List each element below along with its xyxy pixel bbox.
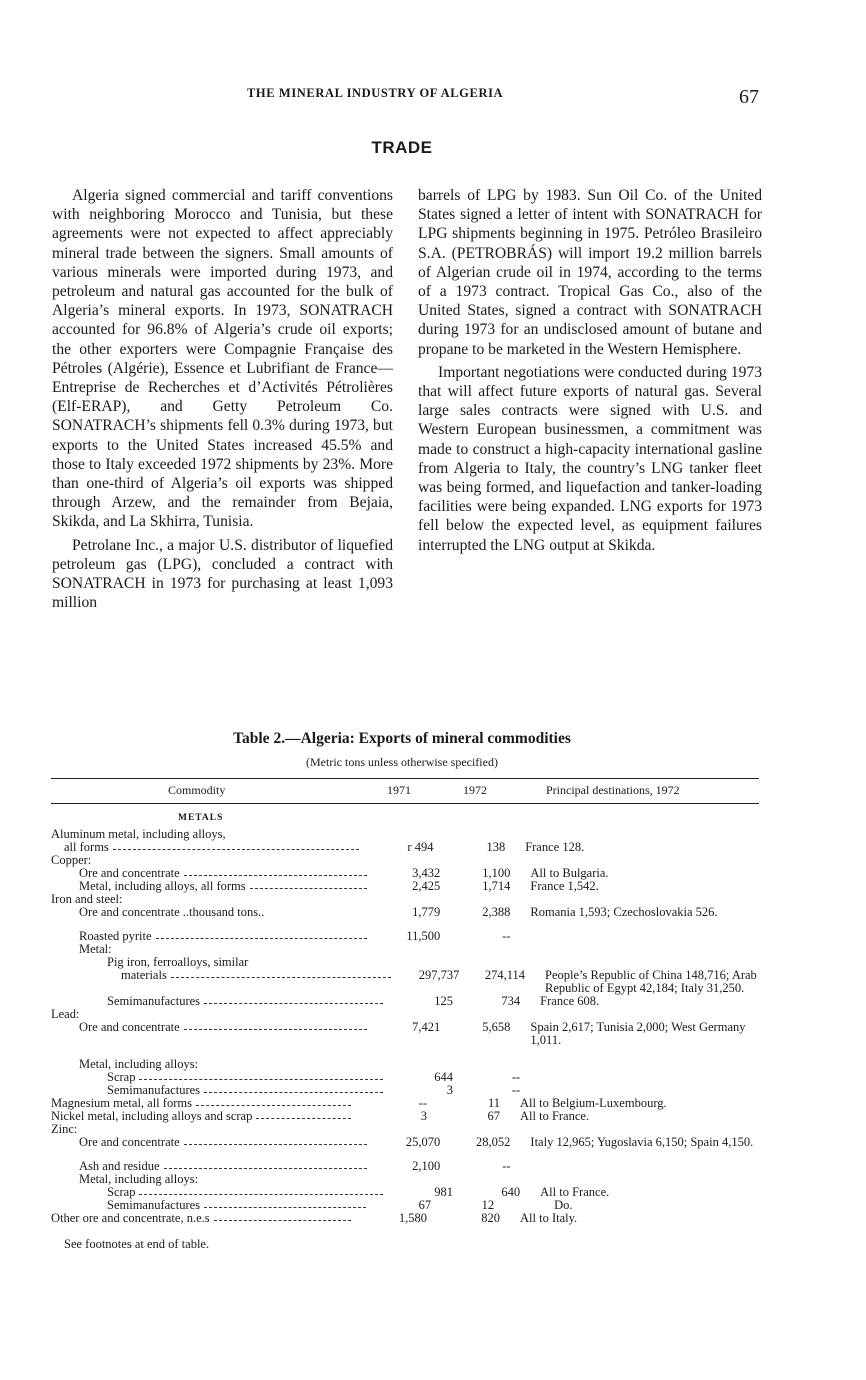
cell-1972: 5,658 bbox=[482, 1020, 511, 1034]
table-row bbox=[51, 828, 761, 841]
table-row bbox=[51, 1160, 761, 1173]
paragraph: Algeria signed commercial and tariff conventions with neighboring Morocco and Tunisia, but these agreements were not expected to affect appreciably mineral trade between the signers. Small amounts of various minerals were imported during 1973, and petroleum and natural gas accounted for the bulk of Algeria’s mineral exports. In 1973, SONATRACH accounted for 96.8% of Algeria’s crude oil exports; the other exporters were Compagnie Française des Pétroles (Algérie), Essence et Lubrifiant de France—Entreprise de Recherches et d’Activités Pétrolières (Elf-ERAP), and Getty Petroleum Co. SONATRACH’s shipments fell 0.3% during 1973, but exports to the United States increased 45.5% and those to Italy exceeded 1972 shipments by 23%. More than one-third of Algeria’s oil exports was shipped through Arzew, and the remainder from Bejaia, Skikda, and La Skhirra, Tunisia. bbox=[52, 187, 393, 531]
running-head: THE MINERAL INDUSTRY OF ALGERIA bbox=[247, 86, 504, 100]
dot-leader bbox=[139, 1079, 383, 1080]
cell-1972: 11 bbox=[487, 1096, 500, 1110]
cell-1971: 3,432 bbox=[412, 866, 441, 880]
dot-leader bbox=[171, 977, 391, 978]
cell-commodity bbox=[51, 1008, 351, 1021]
cell-1971: 2,100 bbox=[412, 1159, 441, 1173]
dot-leader bbox=[250, 888, 368, 889]
dot-leader bbox=[256, 1118, 351, 1119]
cell-commodity bbox=[51, 880, 367, 893]
cell-destination: France 1,542. bbox=[530, 879, 599, 893]
table-body bbox=[51, 812, 761, 1225]
cell-1972: 67 bbox=[487, 1109, 500, 1123]
dot-leader bbox=[204, 1003, 383, 1004]
commodity-label: Ore and concentrate bbox=[79, 1021, 180, 1034]
commodity-label: Roasted pyrite bbox=[79, 930, 152, 943]
cell-commodity bbox=[51, 828, 351, 841]
dot-leader bbox=[184, 1144, 368, 1145]
commodity-label: Metal: bbox=[79, 943, 112, 956]
commodity-label: Semimanufactures bbox=[107, 1199, 201, 1212]
cell-commodity bbox=[51, 1186, 383, 1199]
commodity-label: Nickel metal, including alloys and scrap bbox=[51, 1110, 253, 1123]
commodity-label: Semimanufactures bbox=[107, 1084, 201, 1097]
commodity-label: Ore and concentrate bbox=[79, 867, 180, 880]
cell-commodity bbox=[51, 1199, 366, 1212]
cell-commodity bbox=[51, 1110, 351, 1123]
table-row bbox=[51, 1212, 761, 1225]
cell-1971: 1,580 bbox=[398, 1211, 427, 1225]
table-row bbox=[51, 1136, 761, 1149]
paragraph: Petrolane Inc., a major U.S. distributor of liquefied petroleum gas (LPG), concluded a contract with SONATRACH in 1973 for purchasing at least 1,093 million bbox=[52, 536, 393, 612]
cell-commodity bbox=[51, 1021, 367, 1034]
cell-destination: Spain 2,617; Tunisia 2,000; West Germany 1,011. bbox=[530, 1020, 746, 1047]
cell-1972: 640 bbox=[501, 1185, 521, 1199]
col-header-1971: 1971 bbox=[387, 783, 411, 797]
table-row bbox=[51, 1097, 761, 1110]
cell-destination: People’s Republic of China 148,716; Arab Republic of Egypt 42,184; Italy 31,250. bbox=[545, 968, 757, 995]
cell-destination: Romania 1,593; Czechoslovakia 526. bbox=[530, 905, 718, 919]
cell-destination: All to Italy. bbox=[520, 1211, 578, 1225]
table-footnote: See footnotes at end of table. bbox=[64, 1237, 210, 1251]
cell-1971: 981 bbox=[434, 1185, 453, 1199]
cell-1972: -- bbox=[502, 1159, 511, 1173]
cell-1971: 3 bbox=[420, 1109, 427, 1123]
cell-1972: 2,388 bbox=[482, 905, 511, 919]
cell-commodity bbox=[51, 841, 359, 854]
dot-leader bbox=[184, 1029, 368, 1030]
cell-commodity bbox=[51, 1136, 367, 1149]
commodity-label: Copper: bbox=[51, 854, 92, 867]
table-row bbox=[51, 1021, 761, 1047]
cell-1971: 644 bbox=[434, 1070, 453, 1084]
table-row bbox=[51, 841, 761, 854]
cell-1971: 67 bbox=[418, 1198, 432, 1212]
table-row bbox=[51, 1173, 761, 1186]
cell-commodity bbox=[51, 1160, 367, 1173]
paragraph: Important negotiations were conducted during 1973 that will affect future exports of natural gas. Several large sales contracts were signed with U.S. and Western European businessmen, a commitment was made to construct a high-capacity international gasline from Algeria to Italy, the country’s LNG tanker fleet was being formed, and liquefaction and tanker-loading facilities were being expanded. LNG exports for 1973 fell below the expected level, as equipment failures interrupted the LNG output at Skikda. bbox=[418, 363, 762, 554]
right-column bbox=[418, 186, 762, 559]
table-row bbox=[51, 995, 761, 1008]
cell-1972: 12 bbox=[481, 1198, 495, 1212]
commodity-label: Other ore and concentrate, n.e.s bbox=[51, 1212, 210, 1225]
cell-commodity bbox=[51, 943, 367, 956]
cell-1972: 274,114 bbox=[484, 968, 526, 982]
commodity-label: Iron and steel: bbox=[51, 893, 123, 906]
table-row bbox=[51, 1186, 761, 1199]
cell-1971: 1,779 bbox=[412, 905, 441, 919]
col-header-commodity: Commodity bbox=[168, 783, 226, 797]
dot-leader bbox=[196, 1105, 351, 1106]
dot-leader bbox=[164, 1168, 368, 1169]
dot-leader bbox=[113, 849, 359, 850]
cell-commodity bbox=[51, 1123, 351, 1136]
cell-commodity bbox=[51, 1058, 367, 1071]
cell-1971: 297,737 bbox=[418, 968, 460, 982]
commodity-label: Metal, including alloys, all forms bbox=[79, 880, 246, 893]
cell-commodity bbox=[51, 867, 367, 880]
table-top-rule bbox=[51, 778, 759, 779]
cell-1971: r 494 bbox=[407, 840, 434, 854]
table-row bbox=[51, 867, 761, 880]
cell-commodity bbox=[51, 1084, 383, 1097]
cell-1972: 1,714 bbox=[482, 879, 511, 893]
cell-commodity bbox=[51, 1212, 351, 1225]
col-header-1972: 1972 bbox=[463, 783, 487, 797]
cell-destination: France 608. bbox=[540, 994, 600, 1008]
paragraph: barrels of LPG by 1983. Sun Oil Co. of the United States signed a letter of intent with SONATRACH for LPG shipments beginning in 1975. Petróleo Brasileiro S.A. (PETROBRÁS) will import 19.2 million barrels of Algerian crude oil in 1974, according to the terms of a 1973 contract. Tropical Gas Co., also of the United States, signed a contract with SONATRACH during 1973 for an undisclosed amount of butane and propane to be marketed in the Western Hemisphere. bbox=[418, 187, 762, 358]
commodity-label: Zinc: bbox=[51, 1123, 78, 1136]
cell-1971: 125 bbox=[434, 994, 453, 1008]
cell-1972: 138 bbox=[486, 840, 506, 854]
col-header-destinations: Principal destinations, 1972 bbox=[546, 783, 680, 797]
cell-commodity bbox=[51, 930, 367, 943]
cell-1971: 3 bbox=[446, 1083, 453, 1097]
page-number: 67 bbox=[739, 86, 759, 108]
table-subtitle: (Metric tons unless otherwise specified) bbox=[306, 755, 498, 769]
cell-commodity bbox=[51, 969, 391, 982]
cell-commodity bbox=[51, 995, 383, 1008]
dot-leader bbox=[204, 1207, 366, 1208]
commodity-label: Aluminum metal, including alloys, bbox=[51, 828, 226, 841]
commodity-label: Ore and concentrate bbox=[79, 1136, 180, 1149]
commodity-label: Ash and residue bbox=[79, 1160, 160, 1173]
commodity-label: Lead: bbox=[51, 1008, 80, 1021]
table-row bbox=[51, 906, 761, 919]
cell-1972: -- bbox=[502, 929, 511, 943]
cell-1972: -- bbox=[511, 1083, 521, 1097]
dot-leader bbox=[204, 1092, 383, 1093]
table-row bbox=[51, 1110, 761, 1123]
table-row bbox=[51, 1071, 761, 1084]
dot-leader bbox=[184, 875, 368, 876]
commodity-label: materials bbox=[121, 969, 167, 982]
commodity-label: Metal, including alloys: bbox=[79, 1173, 199, 1186]
dot-leader bbox=[139, 1194, 383, 1195]
commodity-label: Magnesium metal, all forms bbox=[51, 1097, 192, 1110]
commodity-label: Semimanufactures bbox=[107, 995, 201, 1008]
table-row bbox=[51, 930, 761, 943]
cell-destination: Do. bbox=[554, 1198, 573, 1212]
table-header-rule bbox=[51, 803, 759, 804]
table-row bbox=[51, 943, 761, 956]
cell-destination: Italy 12,965; Yugoslavia 6,150; Spain 4,150. bbox=[530, 1135, 754, 1149]
section-title: TRADE bbox=[371, 138, 433, 157]
cell-destination: All to France. bbox=[520, 1109, 590, 1123]
cell-destination: All to France. bbox=[540, 1185, 610, 1199]
cell-1972: 820 bbox=[481, 1211, 500, 1225]
table-row bbox=[51, 969, 761, 995]
cell-commodity bbox=[51, 854, 351, 867]
group-header: METALS bbox=[178, 813, 224, 823]
table-row bbox=[51, 880, 761, 893]
left-column bbox=[52, 186, 393, 616]
commodity-label: Scrap bbox=[107, 1071, 136, 1084]
cell-commodity bbox=[51, 1071, 383, 1084]
table-row bbox=[51, 854, 761, 867]
cell-1972: 734 bbox=[501, 994, 521, 1008]
cell-commodity bbox=[51, 893, 351, 906]
cell-1971: 7,421 bbox=[412, 1020, 441, 1034]
cell-commodity bbox=[51, 1097, 351, 1110]
table-title: Table 2.—Algeria: Exports of mineral commodities bbox=[233, 730, 571, 747]
dot-leader bbox=[156, 938, 368, 939]
cell-commodity bbox=[51, 906, 367, 919]
cell-1971: 2,425 bbox=[412, 879, 441, 893]
cell-destination: All to Bulgaria. bbox=[530, 866, 609, 880]
cell-destination: All to Belgium-Luxembourg. bbox=[520, 1096, 667, 1110]
commodity-label: Ore and concentrate ..thousand tons.. bbox=[79, 906, 265, 919]
cell-1971: 11,500 bbox=[406, 929, 441, 943]
cell-commodity bbox=[51, 1173, 367, 1186]
cell-1972: -- bbox=[511, 1070, 521, 1084]
cell-1972: 28,052 bbox=[476, 1135, 511, 1149]
cell-1972: 1,100 bbox=[482, 866, 511, 880]
commodity-label: Metal, including alloys: bbox=[79, 1058, 199, 1071]
dot-leader bbox=[214, 1220, 351, 1221]
cell-destination: France 128. bbox=[525, 840, 585, 854]
cell-commodity bbox=[51, 956, 383, 969]
cell-1971: -- bbox=[418, 1096, 427, 1110]
commodity-label: all forms bbox=[64, 841, 109, 854]
cell-1971: 25,070 bbox=[405, 1135, 441, 1149]
commodity-label: Scrap bbox=[107, 1186, 136, 1199]
table-row bbox=[51, 1058, 761, 1071]
commodity-label: Pig iron, ferroalloys, similar bbox=[107, 956, 249, 969]
